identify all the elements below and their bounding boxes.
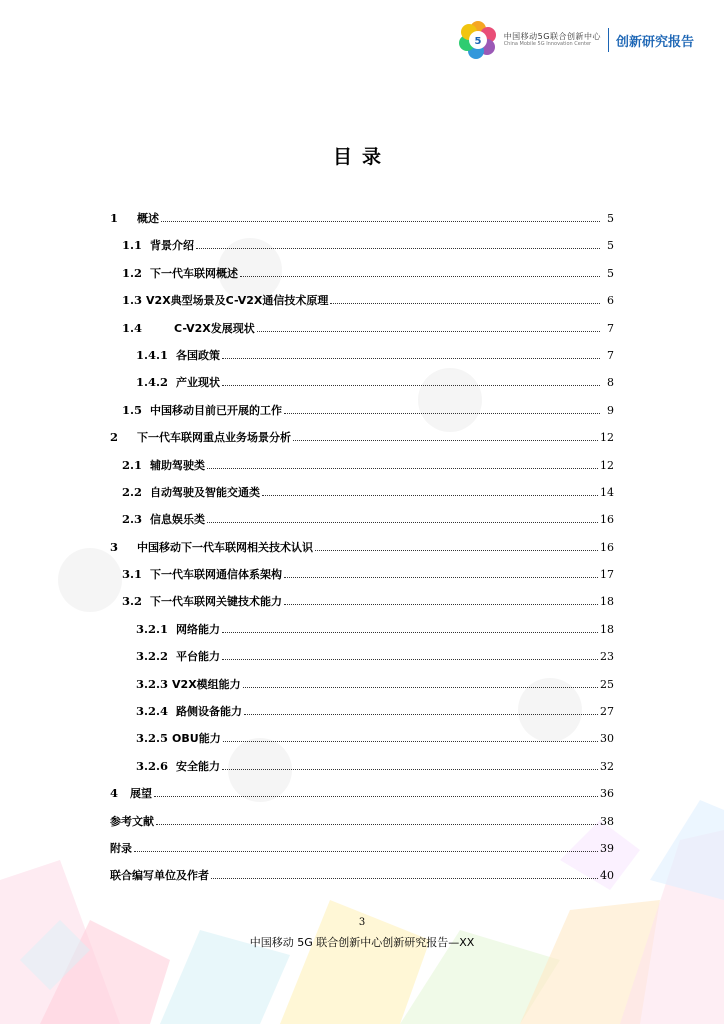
toc-label: 下一代车联网通信体系架构	[150, 568, 283, 582]
toc-number: 2	[110, 430, 119, 445]
toc-number: 3.2.6	[136, 758, 169, 773]
toc-page: 16	[600, 540, 614, 554]
toc-page: 12	[600, 431, 614, 445]
toc-leader	[284, 413, 600, 414]
toc-label: 展望	[130, 787, 152, 801]
toc-number: 3.2.5	[136, 731, 169, 746]
toc-label: V2X典型场景及C-V2X通信技术原理	[146, 294, 329, 308]
toc-leader	[222, 358, 600, 359]
toc-number: 3.2.3	[136, 676, 169, 691]
toc-page: 36	[600, 787, 614, 801]
toc-page: 5	[607, 239, 614, 253]
toc-leader	[207, 522, 598, 523]
toc-label: V2X模组能力	[172, 677, 241, 691]
toc-page: 14	[600, 485, 614, 499]
toc-label: 下一代车联网重点业务场景分析	[137, 431, 291, 445]
toc-entry[interactable]	[110, 621, 614, 648]
toc-number: 1.1	[122, 238, 143, 253]
toc-label: C-V2X发展现状	[174, 321, 255, 335]
toc-page: 5	[607, 212, 614, 225]
org-name-en: China Mobile 5G Innovation Center	[503, 40, 592, 47]
toc-label: 概述	[137, 212, 159, 225]
toc-leader	[243, 687, 598, 688]
toc-page: 23	[600, 650, 614, 664]
toc-page: 39	[600, 841, 614, 855]
toc-entry[interactable]	[110, 484, 614, 511]
toc-label: OBU能力	[172, 732, 221, 746]
toc-page: 9	[607, 403, 614, 417]
toc-label: 中国移动下一代车联网相关技术认识	[137, 540, 313, 554]
toc-page: 16	[600, 513, 614, 527]
toc-number: 1.3	[122, 293, 143, 308]
toc-entry[interactable]	[110, 292, 614, 319]
toc-page: 7	[607, 348, 614, 362]
toc-leader	[240, 276, 600, 277]
toc-entry[interactable]	[110, 320, 614, 347]
toc-page: 17	[600, 568, 614, 582]
report-header	[458, 20, 694, 60]
toc-entry[interactable]	[110, 374, 614, 401]
toc-leader	[196, 248, 600, 249]
toc-number: 2.1	[122, 457, 143, 472]
toc-label: 参考文献	[110, 814, 154, 828]
toc-entry[interactable]	[110, 813, 614, 840]
toc-leader	[293, 440, 598, 441]
toc-number: 3.1	[122, 567, 143, 582]
svg-text:5: 5	[474, 36, 482, 47]
toc-entry[interactable]	[110, 676, 614, 703]
toc-number: 3.2.4	[136, 704, 169, 719]
toc-number: 2.3	[122, 512, 143, 527]
toc-entry[interactable]	[110, 840, 614, 867]
toc-leader	[223, 741, 598, 742]
toc-label: 平台能力	[176, 650, 221, 664]
header-divider	[608, 28, 609, 52]
toc-entry[interactable]	[110, 566, 614, 593]
toc-entry[interactable]	[110, 539, 614, 566]
toc-page: 30	[600, 732, 614, 746]
toc-leader	[222, 385, 600, 386]
toc-leader	[222, 769, 598, 770]
toc-entry[interactable]	[110, 265, 614, 292]
toc-leader	[154, 796, 598, 797]
toc-label: 背景介绍	[150, 239, 195, 253]
toc-label: 自动驾驶及智能交通类	[150, 485, 261, 499]
page-title: 目录	[332, 146, 391, 168]
toc-number: 3.2.1	[136, 621, 169, 636]
toc-entry[interactable]	[110, 758, 614, 785]
toc-page: 27	[600, 705, 614, 719]
toc-label: 下一代车联网关键技术能力	[150, 595, 283, 609]
toc-leader	[262, 495, 598, 496]
toc-entry[interactable]	[110, 511, 614, 538]
toc-number: 2.2	[122, 484, 143, 499]
toc-number: 3.2.2	[136, 649, 169, 664]
toc-entry[interactable]	[110, 593, 614, 620]
toc-page: 5	[607, 266, 614, 280]
table-of-contents	[110, 210, 614, 895]
toc-leader	[222, 632, 598, 633]
toc-leader	[257, 331, 600, 332]
toc-entry[interactable]	[110, 648, 614, 675]
toc-label: 中国移动目前已开展的工作	[150, 403, 283, 417]
toc-label: 各国政策	[176, 348, 221, 362]
toc-number: 1.5	[122, 402, 143, 417]
toc-page: 32	[600, 759, 614, 773]
toc-entry[interactable]	[110, 457, 614, 484]
toc-number: 1.4.1	[136, 347, 169, 362]
toc-page: 12	[600, 458, 614, 472]
toc-label: 附录	[110, 841, 132, 855]
toc-page: 40	[600, 869, 614, 883]
toc-label: 网络能力	[176, 622, 221, 636]
toc-entry[interactable]	[110, 785, 614, 812]
toc-number: 3	[110, 539, 119, 554]
toc-entry[interactable]	[110, 730, 614, 757]
toc-entry[interactable]	[110, 210, 614, 237]
toc-label: 下一代车联网概述	[150, 266, 239, 280]
toc-leader	[222, 659, 598, 660]
toc-label: 信息娱乐类	[150, 513, 206, 527]
toc-entry[interactable]	[110, 867, 614, 894]
toc-entry[interactable]	[110, 347, 614, 374]
toc-page: 25	[600, 677, 614, 691]
page-number: 3	[358, 917, 366, 928]
toc-leader	[211, 878, 598, 879]
toc-number: 1.4	[122, 320, 143, 335]
toc-leader	[156, 824, 598, 825]
toc-leader	[161, 221, 600, 222]
toc-number: 1.4.2	[136, 375, 169, 390]
toc-label: 联合编写单位及作者	[110, 869, 209, 883]
org-name-cn: 中国移动5G联合创新中心	[503, 31, 601, 41]
toc-number: 1	[110, 211, 119, 225]
toc-leader	[330, 303, 600, 304]
toc-page: 7	[607, 321, 614, 335]
toc-page: 38	[600, 814, 614, 828]
footer-report-title: 中国移动 5G 联合创新中心创新研究报告—XX	[249, 936, 475, 949]
toc-page: 18	[600, 622, 614, 636]
toc-label: 辅助驾驶类	[150, 458, 206, 472]
toc-page: 6	[607, 294, 614, 308]
toc-entry[interactable]	[110, 402, 614, 429]
toc-leader	[284, 577, 598, 578]
toc-number: 4	[110, 786, 119, 801]
toc-label: 安全能力	[176, 759, 221, 773]
toc-label: 路侧设备能力	[176, 705, 243, 719]
toc-label: 产业现状	[176, 376, 221, 390]
toc-number: 3.2	[122, 594, 143, 609]
toc-leader	[284, 604, 598, 605]
toc-number: 1.2	[122, 265, 143, 280]
toc-page: 18	[600, 595, 614, 609]
toc-page: 8	[607, 376, 614, 390]
toc-leader	[207, 468, 598, 469]
toc-entry[interactable]	[110, 429, 614, 456]
toc-leader	[244, 714, 598, 715]
toc-entry[interactable]	[110, 237, 614, 264]
toc-entry[interactable]	[110, 703, 614, 730]
report-type-label: 创新研究报告	[615, 34, 694, 50]
toc-leader	[134, 851, 598, 852]
cmcc-5g-flower-logo-icon	[458, 20, 498, 60]
toc-leader	[315, 550, 598, 551]
